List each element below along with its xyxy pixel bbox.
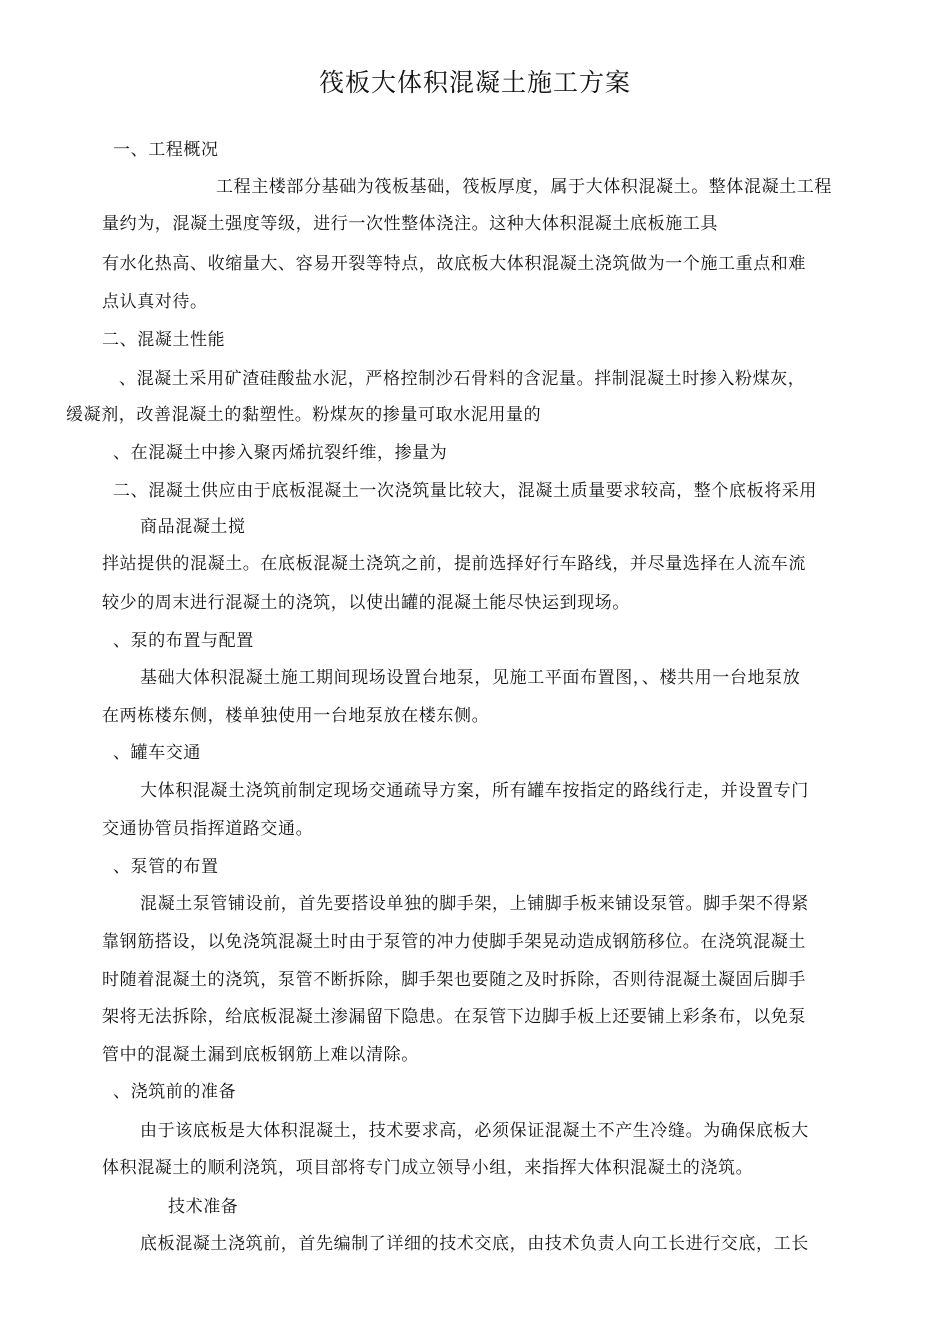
paragraph-line: 较少的周末进行混凝土的浇筑，以使出罐的混凝土能尽快运到现场。 [102,593,630,613]
paragraph-line: 由于该底板是大体积混凝土，技术要求高，必须保证混凝土不产生冷缝。为确保底板大 [140,1121,809,1141]
paragraph-line: 时随着混凝土的浇筑，泵管不断拆除，脚手架也要随之及时拆除，否则待混凝土凝固后脚手 [102,970,806,990]
paragraph-line: 基础大体积混凝土施工期间现场设置台地泵，见施工平面布置图，、楼共用一台地泵放 [140,668,801,688]
paragraph-line: 工程主楼部分基础为筏板基础，筏板厚度，属于大体积混凝土。整体混凝土工程 [216,177,832,197]
paragraph-line: 大体积混凝土浇筑前制定现场交通疏导方案，所有罐车按指定的路线行走，并设置专门 [140,781,809,801]
paragraph-line: 、在混凝土中掺入聚丙烯抗裂纤维，掺量为 [113,443,448,463]
paragraph-line: 管中的混凝土漏到底板钢筋上难以清除。 [102,1045,419,1065]
paragraph-line: 拌站提供的混凝土。在底板混凝土浇筑之前，提前选择好行车路线，并尽量选择在人流车流 [102,554,806,574]
section-heading: 、浇筑前的准备 [113,1082,237,1102]
paragraph-line: 有水化热高、收缩量大、容易开裂等特点，故底板大体积混凝土浇筑做为一个施工重点和难 [102,254,806,274]
section-heading: 、泵管的布置 [113,857,219,877]
paragraph-line: 二、混凝土供应由于底板混凝土一次浇筑量比较大，混凝土质量要求较高，整个底板将采用 [113,481,817,501]
paragraph-line: 在两栋楼东侧，楼单独使用一台地泵放在楼东侧。 [102,706,490,726]
section-heading: 、泵的布置与配置 [113,631,254,651]
paragraph-line: 交通协管员指挥道路交通。 [102,819,314,839]
paragraph-line: 底板混凝土浇筑前，首先编制了详细的技术交底，由技术负责人向工长进行交底，工长 [140,1234,809,1254]
section-heading: 一、工程概况 [113,140,219,160]
paragraph-line: 量约为，混凝土强度等级，进行一次性整体浇注。这种大体积混凝土底板施工具 [102,214,718,234]
paragraph-line: 混凝土泵管铺设前，首先要搭设单独的脚手架，上铺脚手板来铺设泵管。脚手架不得紧 [140,894,809,914]
section-heading: 、罐车交通 [113,743,201,763]
page-title: 筏板大体积混凝土施工方案 [318,68,631,97]
paragraph-line: 缓凝剂，改善混凝土的黏塑性。粉煤灰的掺量可取水泥用量的 [66,405,542,425]
subsection-heading: 技术准备 [168,1197,239,1217]
paragraph-line: 商品混凝土搅 [140,517,246,537]
paragraph-line: 、混凝土采用矿渣硅酸盐水泥，严格控制沙石骨料的含泥量。拌制混凝土时掺入粉煤灰， [119,369,806,389]
section-heading: 二、混凝土性能 [102,330,226,350]
paragraph-line: 架将无法拆除，给底板混凝土渗漏留下隐患。在泵管下边脚手板上还要铺上彩条布，以免泵 [102,1007,806,1027]
paragraph-line: 靠钢筋搭设，以免浇筑混凝土时由于泵管的冲力使脚手架晃动造成钢筋移位。在浇筑混凝土 [102,932,806,952]
paragraph-line: 点认真对待。 [102,292,208,312]
paragraph-line: 体积混凝土的顺利浇筑，项目部将专门成立领导小组，来指挥大体积混凝土的浇筑。 [102,1158,754,1178]
